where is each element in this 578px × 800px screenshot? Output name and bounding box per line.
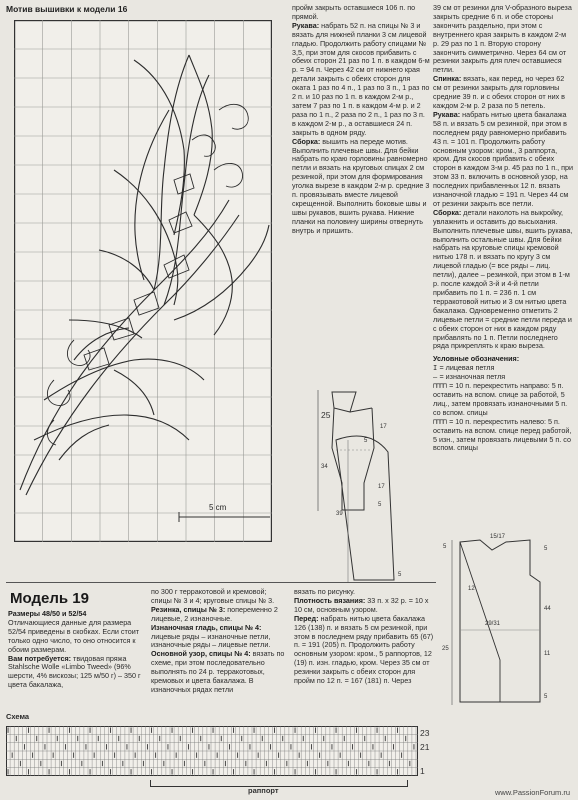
dim-label: 34 — [321, 464, 328, 470]
model-paragraph: Размеры 48/50 и 52/54 — [8, 609, 87, 618]
dim-label: 29/31 — [485, 621, 501, 627]
model-column-a — [8, 610, 146, 690]
model-paragraph: Основной узор, спицы № 4: вязать по схеме, при этом последовательно выполнять по 24 р. терракотовых, кремовых и цвета бакалажа. В изнаночных рядах петли — [151, 649, 285, 694]
instruction-paragraph: Рукава: набрать 52 п. на спицы № 3 и вязать для нижней планки 3 см лицевой гладью. Продолжить работу спицами № 3,5, при этом для скосов прибавить с обеих сторон 21 раз по 1 п. в каждом 6-м р. = 94 п. Через 42 см от нижнего края детали закрыть с обеих сторон для оката 1 раз по 4 п., 1 раз по 3 п., 1 раз по 2 п. и 10 раз по 1 п. в каждом 2-м р., затем 7 раз по 1 п. в каждом 4-м р. и 2 раза по 1 п., 2 раза по 2 п., 1 раз по 3 п. в каждом 2-м р., а оставшиеся 24 п. закрыть в одном ряду. — [292, 20, 430, 137]
dim-label: 11 — [544, 651, 551, 657]
scale-label: 5 cm — [209, 503, 227, 512]
model-title: Модель 19 — [10, 590, 89, 607]
legend-symbol: – — [433, 373, 440, 382]
pattern-diagram-2 — [318, 430, 408, 585]
legend-symbol: ⊓⊓⊓⊓ — [433, 382, 450, 391]
text-column-1 — [292, 4, 430, 236]
watermark: www.PassionForum.ru — [494, 788, 570, 797]
rapport-bracket — [150, 780, 408, 787]
model-paragraph: Изнаночная гладь, спицы № 4: лицевые ряды – изнаночные петли, изнаночные ряды – лицевые петли. — [151, 622, 271, 650]
legend-item: ⊓⊓⊓⊓ = 10 п. перекрестить направо: 5 п. оставить на вспом. спице за работой, 5 лиц., затем провязать изнаночными 5 п. со вспом. спицы — [433, 381, 568, 417]
instruction-paragraph: Спинка: вязать, как перед, но через 62 см от резинки закрыть для горловины средние 39 п. и с обеих сторон от них в каждом 2-м р. 2 раза по 5 петель. — [433, 74, 566, 110]
model-paragraph: по 300 г терракотовой и кремовой; спицы № 3 и 4; круговые спицы № 3. — [151, 587, 275, 605]
instruction-paragraph: Сборка: вышить на переде мотив. Выполнить плечевые швы. Для бейки набрать по краю горловины равномерно петли и вязать на круговых спицах 2 см резинкой, при этом для формирования уголка вырезе в каждом 2-м р. средние 3 п. провязывать вместе лицевой скрещенной. Выполнить боковые швы и швы рукавов, вшить рукава. Нижние планки на половину ширины отвернуть внутрь и пришить. — [292, 136, 430, 235]
model-paragraph: Вам потребуется: твидовая пряжа Stahlsche Wolle «Limbo Tweed» (96% шерсти, 4% вискозы; 125 м/50 г) – 350 г цвета бакалажа, — [8, 653, 141, 690]
dim-label: 44 — [544, 606, 551, 612]
dim-label: 12 — [468, 586, 475, 592]
motif-title: Мотив вышивки к модели 16 — [6, 4, 128, 14]
dim-label: 5 — [544, 694, 548, 700]
dim-label: 5 — [443, 544, 447, 550]
rapport-label: раппорт — [248, 786, 279, 795]
dim-label: 15/17 — [490, 534, 506, 540]
legend-title: Условные обозначения: — [433, 354, 520, 364]
legend-item: – = изнаночная петля — [433, 372, 506, 382]
model-paragraph: Отличающиеся данные для размера 52/54 приведены в скобках. Если стоит только одно число, то оно относится к обоим размерам. — [8, 617, 140, 654]
dim-label: 17 — [378, 484, 385, 490]
dim-label: 5 — [398, 572, 402, 578]
legend-symbol: I — [433, 364, 440, 373]
row-number-23: 23 — [420, 728, 430, 738]
instruction-paragraph: Сборка: детали наколоть на выкройку, увлажнить и оставить до высыхания. Выполнить плечевые швы, вшить рукава, выполнить остальные швы. Для бейки набрать на круговые спицы кремовой нитью 178 п. и вязать по кругу 3 см лицевой гладью (= все ряды – лиц. петли), далее – резинкой, при этом в 1-м р. после каждой 3-й и 4-й петли прибавить по 1 п. = 236 п. 1 см терракотовой нитью и 3 см нитью цвета бакалажа. Одновременно отметить 2 лицевые петли = средние петли переда и с обеих сторон от них в каждом ряду прибавлять по 1 п. Петли последнего ряда прикреплять к краю выреза. — [433, 207, 573, 351]
instruction-paragraph: пройм закрыть оставшиеся 106 п. по прямой. — [292, 3, 416, 21]
model-column-c — [294, 588, 436, 686]
dim-label: 17 — [380, 424, 387, 430]
model-paragraph: Плотность вязания: 33 п. х 32 р. = 10 х 10 см, основным узором. — [294, 595, 429, 614]
row-number-1: 1 — [420, 766, 425, 776]
row-number-21: 21 — [420, 742, 430, 752]
dim-label: 5 — [364, 438, 368, 444]
model-column-b — [151, 588, 289, 695]
dim-label: 25 — [321, 410, 331, 420]
legend-symbol: ⊓⊓⊓⊓ — [433, 417, 450, 426]
embroidery-grid — [14, 20, 272, 542]
instruction-paragraph: 39 см от резинки для V-образного выреза закрыть средние 6 п. и обе стороны закончить раздельно, при этом с внутреннего края закрыть в каждом 2-м р. 29 раз по 1 п. Вторую сторону закончить симметрично. Через 64 см от резинки закрыть для плеч оставшиеся петли. — [433, 3, 572, 75]
dim-label: 25 — [442, 646, 449, 652]
model-paragraph: Резинка, спицы № 3: попеременно 2 лицевые, 2 изнаночные. — [151, 604, 278, 623]
legend-item: I = лицевая петля — [433, 363, 495, 373]
model-paragraph: вязать по рисунку. — [294, 587, 355, 596]
instruction-paragraph: Рукава: набрать нитью цвета бакалажа 58 п. и вязать 5 см резинкой, при этом в последнем ряду равномерно прибавить 43 п. = 101 п. Продолжить работу основным узором: кром., 3 раппорта, кром. Для скосов прибавить с обеих сторон в каждом 3-м р. 45 раз по 1 п., при этом 33 п. включить в основной узор, на последних прибавленных 12 п. вязать изнаночной гладью = 191 п. Через 44 см от резинки закрыть все петли. — [433, 109, 574, 208]
section-divider — [6, 582, 436, 583]
dim-label: 39 — [336, 511, 343, 517]
legend-item: ⊓⊓⊓⊓ = 10 п. перекрестить налево: 5 п. оставить на вспом. спице перед работой, 5 изн., затем провязать лицевыми 5 п. со вспом. спицы — [433, 416, 572, 453]
dim-label: 5 — [378, 502, 382, 508]
model-paragraph: Перед: набрать нитью цвета бакалажа 126 (138) п. и вязать 5 см резинкой, при этом в последнем ряду прибавить 65 (67) п. = 191 (205) п. Продолжить работу основным узором: кром., 5 раппортов, 12 (19) п. изн. гладью, кром. Через 35 см от резинки закрыть с обеих сторон для пройм по 12 п. = 167 (181) п. Через — [294, 613, 434, 686]
knitting-chart — [6, 726, 418, 776]
dim-label: 5 — [544, 546, 548, 552]
pattern-diagram-3 — [440, 530, 575, 710]
text-column-2 — [433, 4, 573, 453]
schema-label: Схема — [6, 712, 30, 721]
